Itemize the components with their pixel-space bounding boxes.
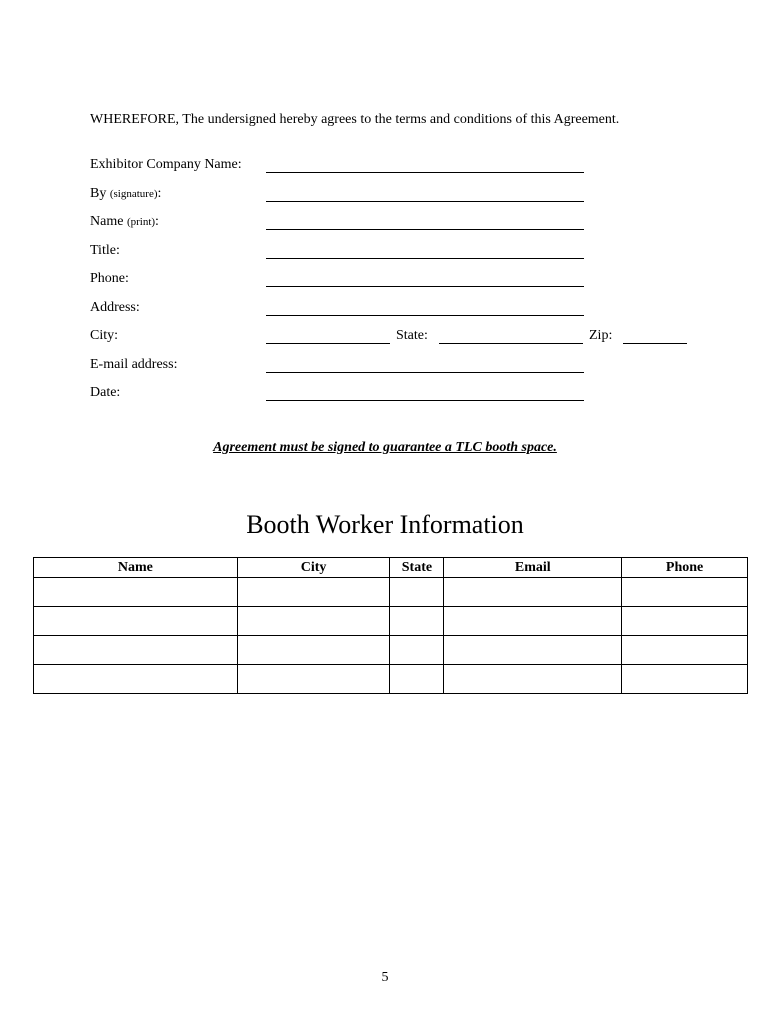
phone-field[interactable] (266, 286, 584, 287)
date-row (90, 385, 730, 407)
name-cell[interactable] (34, 578, 238, 607)
name-cell[interactable] (34, 607, 238, 636)
phone-row (90, 271, 730, 293)
table-row (34, 636, 748, 665)
table-row (34, 665, 748, 694)
date-field[interactable] (266, 400, 584, 401)
city-cell[interactable] (237, 636, 390, 665)
city-cell[interactable] (237, 607, 390, 636)
email-cell[interactable] (444, 665, 622, 694)
email-cell[interactable] (444, 578, 622, 607)
phone-cell[interactable] (622, 665, 748, 694)
email-cell[interactable] (444, 636, 622, 665)
agreement-statement: WHEREFORE, The undersigned hereby agrees to the terms and conditions of this Agreement. (90, 112, 620, 127)
print-name-row (90, 214, 730, 236)
page-number: 5 (381, 970, 389, 985)
state-cell[interactable] (390, 665, 444, 694)
table-row (34, 578, 748, 607)
state-cell[interactable] (390, 578, 444, 607)
signature-label: By (signature): (90, 186, 162, 201)
table-row (34, 607, 748, 636)
column-header-name: Name (34, 558, 238, 578)
city-label: City: (90, 328, 119, 343)
email-row (90, 357, 730, 379)
address-label: Address: (90, 300, 140, 315)
email-cell[interactable] (444, 607, 622, 636)
column-header-city: City (237, 558, 390, 578)
company-name-label: Exhibitor Company Name: (90, 157, 242, 172)
city-cell[interactable] (237, 578, 390, 607)
booth-worker-table (33, 557, 748, 694)
zip-label: Zip: (589, 328, 613, 343)
title-label: Title: (90, 243, 120, 258)
address-field[interactable] (266, 315, 584, 316)
city-state-zip-row (90, 328, 730, 350)
city-field[interactable] (266, 343, 390, 344)
state-field[interactable] (439, 343, 583, 344)
signature-notice: Agreement must be signed to guarantee a TLC booth space. (213, 440, 557, 455)
phone-cell[interactable] (622, 578, 748, 607)
column-header-state: State (390, 558, 444, 578)
state-label: State: (396, 328, 428, 343)
state-cell[interactable] (390, 636, 444, 665)
booth-worker-heading: Booth Worker Information (246, 510, 524, 539)
column-header-email: Email (444, 558, 622, 578)
signature-field[interactable] (266, 201, 584, 202)
name-cell[interactable] (34, 636, 238, 665)
email-field[interactable] (266, 372, 584, 373)
table-header-row (34, 558, 748, 578)
title-row (90, 243, 730, 265)
column-header-phone: Phone (622, 558, 748, 578)
date-label: Date: (90, 385, 121, 400)
signature-row (90, 186, 730, 208)
phone-cell[interactable] (622, 636, 748, 665)
company-name-row (90, 157, 730, 179)
name-cell[interactable] (34, 665, 238, 694)
city-cell[interactable] (237, 665, 390, 694)
email-label: E-mail address: (90, 357, 178, 372)
phone-cell[interactable] (622, 607, 748, 636)
address-row (90, 300, 730, 322)
title-field[interactable] (266, 258, 584, 259)
zip-field[interactable] (623, 343, 687, 344)
phone-label: Phone: (90, 271, 129, 286)
state-cell[interactable] (390, 607, 444, 636)
print-name-label: Name (print): (90, 214, 159, 229)
print-name-field[interactable] (266, 229, 584, 230)
company-name-field[interactable] (266, 172, 584, 173)
